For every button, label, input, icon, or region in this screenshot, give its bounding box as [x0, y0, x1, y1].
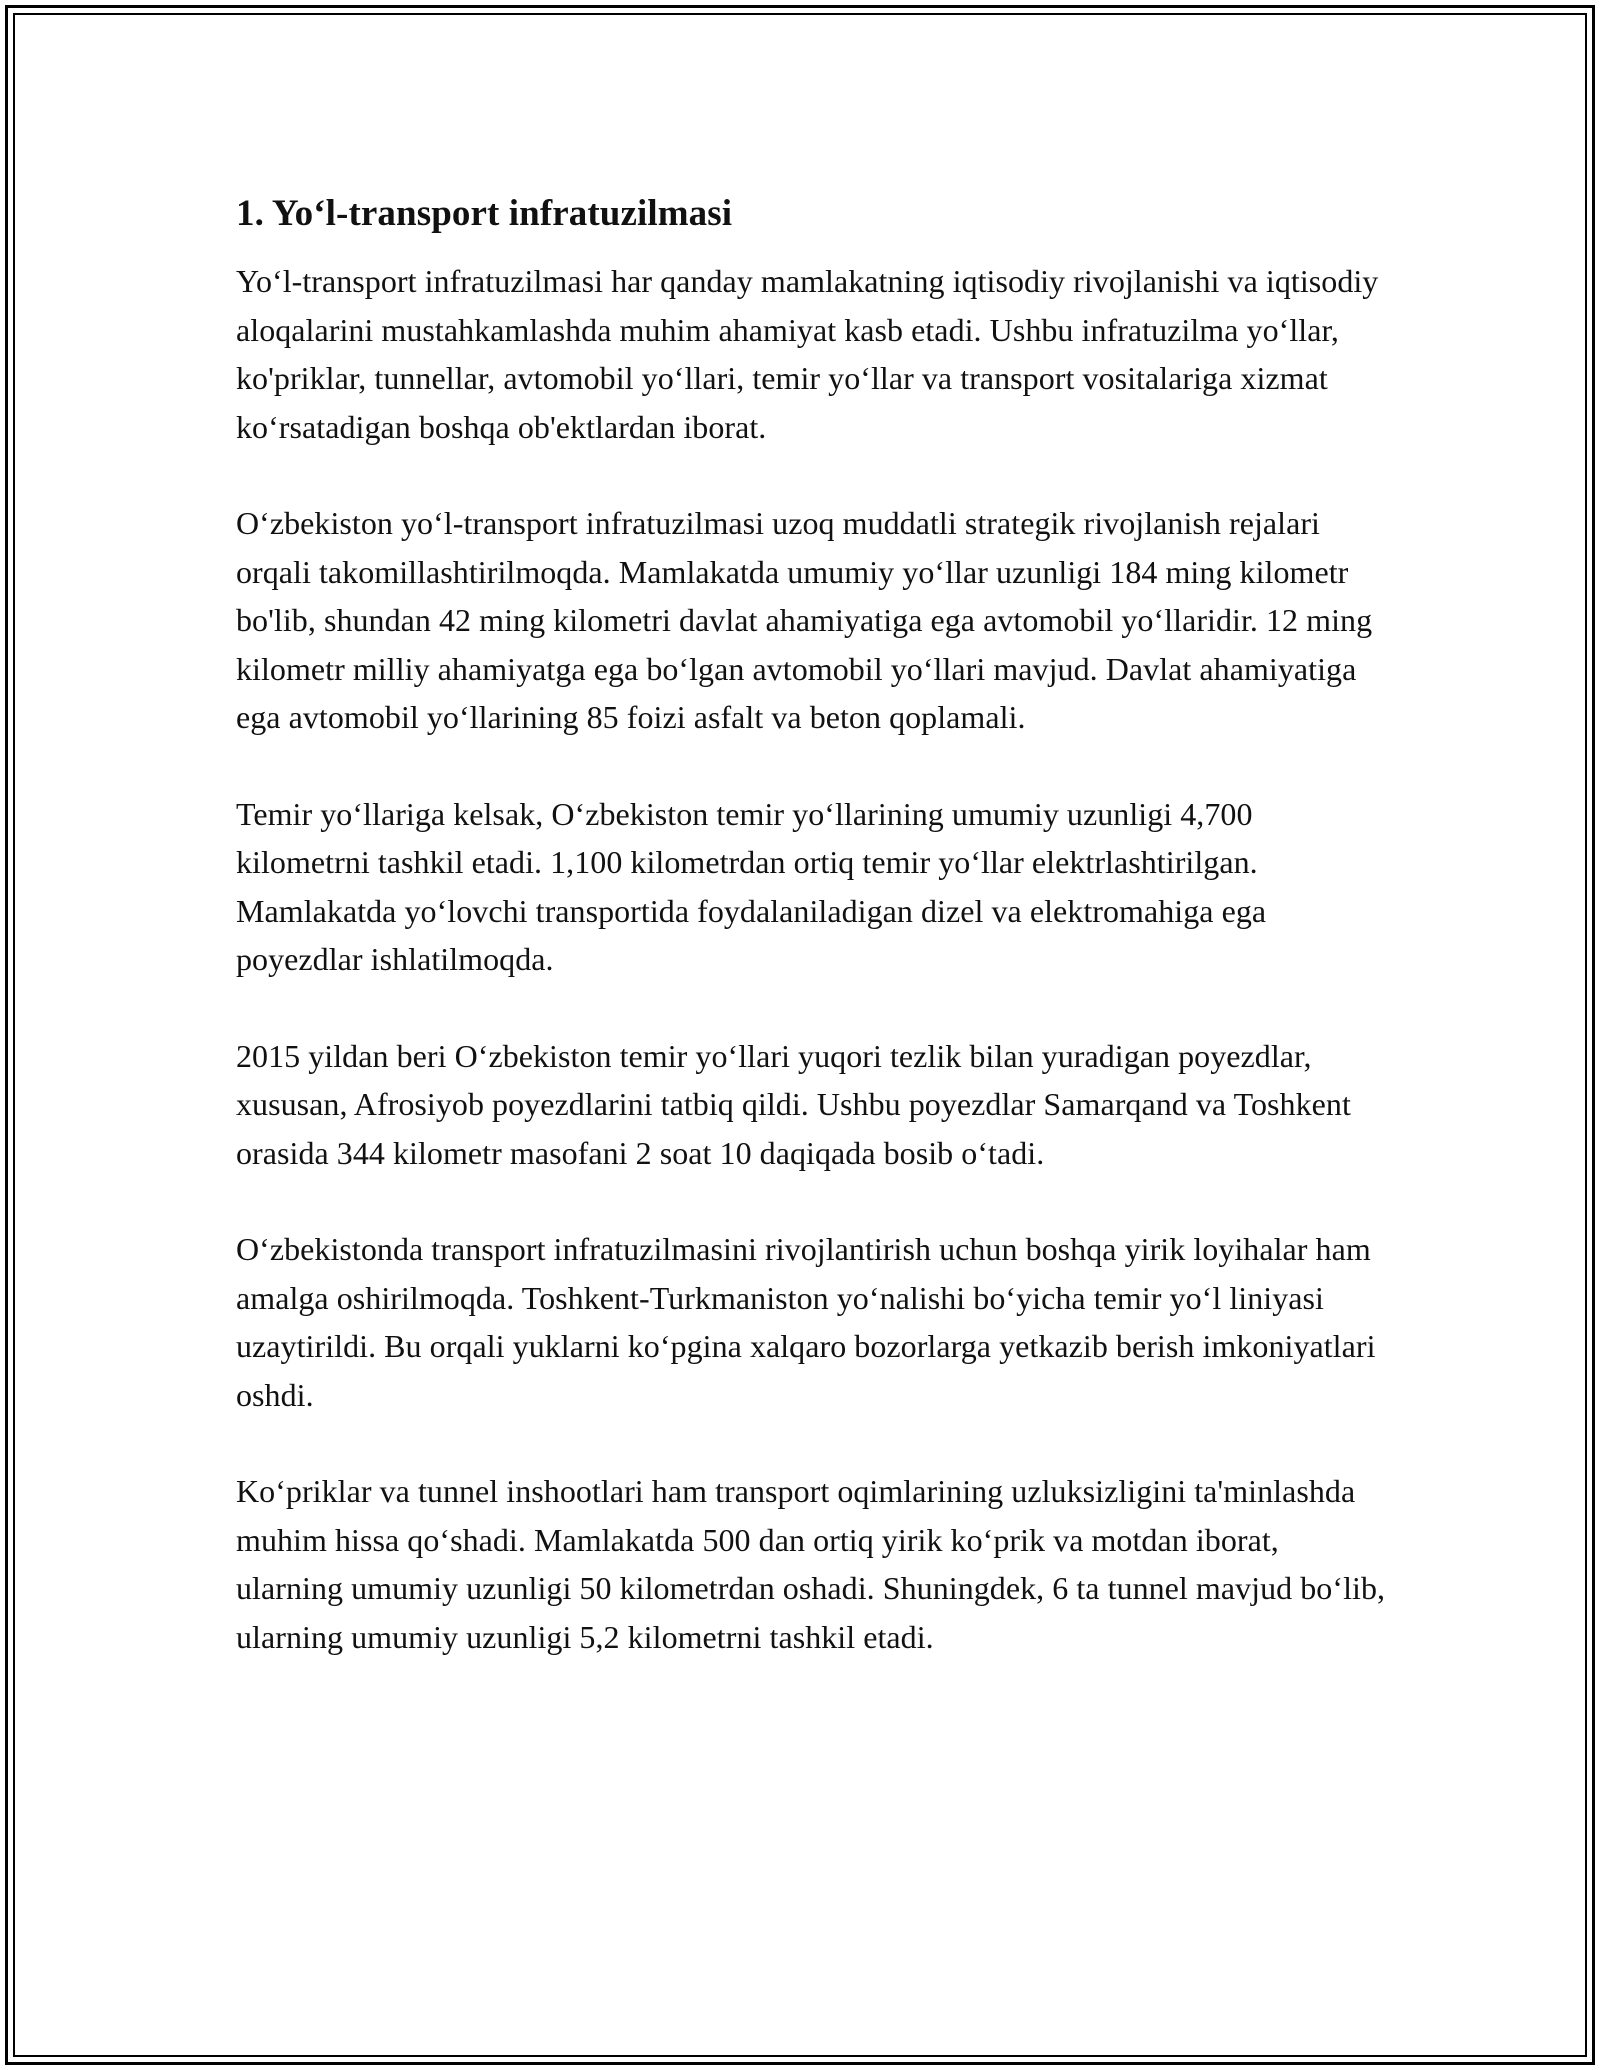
paragraph-major-projects: O‘zbekistonda transport infratuzilmasini rivojlantirish uchun boshqa yirik loyihalar ham amalga oshirilmoqda. Toshkent-Turkmaniston yo‘nalishi bo‘yicha temir yo‘l liniyasi uzaytirildi. Bu orqali yuklarni ko‘pgina xalqaro bozorlarga yetkazib berish imkoniyatlari oshdi.	[236, 1231, 1376, 1413]
section-heading: 1. Yo‘l-transport infratuzilmasi	[236, 193, 733, 234]
paragraph-bridges-tunnels: Ko‘priklar va tunnel inshootlari ham transport oqimlarining uzluksizligini ta'minlashda muhim hissa qo‘shadi. Mamlakatda 500 dan ortiq yirik ko‘prik va motdan iborat, ularning umumiy uzunligi 50 kilometrdan oshadi. Shuningdek, 6 ta tunnel mavjud bo‘lib, ularning umumiy uzunligi 5,2 kilometrni tashkil etadi.	[236, 1473, 1386, 1655]
paragraph-introduction: Yo‘l-transport infratuzilmasi har qanday mamlakatning iqtisodiy rivojlanishi va iqtisodiy aloqalarini mustahkamlashda muhim ahamiyat kasb etadi. Ushbu infratuzilma yo‘llar, ko'priklar, tunnellar, avtomobil yo‘llari, temir yo‘llar va transport vositalariga xizmat ko‘rsatadigan boshqa ob'ektlardan iborat.	[236, 263, 1379, 445]
document-body	[236, 188, 1386, 1661]
paragraph-high-speed-trains: 2015 yildan beri O‘zbekiston temir yo‘llari yuqori tezlik bilan yuradigan poyezdlar, xususan, Afrosiyob poyezdlarini tatbiq qildi. Ushbu poyezdlar Samarqand va Toshkent orasida 344 kilometr masofani 2 soat 10 daqiqada bosib o‘tadi.	[236, 1037, 1351, 1171]
paragraph-road-network: O‘zbekiston yo‘l-transport infratuzilmasi uzoq muddatli strategik rivojlanish rejalari orqali takomillashtirilmoqda. Mamlakatda umumiy yo‘llar uzunligi 184 ming kilometr bo'lib, shundan 42 ming kilometri davlat ahamiyatiga ega avtomobil yo‘llaridir. 12 ming kilometr milliy ahamiyatga ega bo‘lgan avtomobil yo‘llari mavjud. Davlat ahamiyatiga ega avtomobil yo‘llarining 85 foizi asfalt va beton qoplamali.	[236, 505, 1373, 735]
paragraph-railways: Temir yo‘llariga kelsak, O‘zbekiston temir yo‘llarining umumiy uzunligi 4,700 kilometrni tashkil etadi. 1,100 kilometrdan ortiq temir yo‘llar elektrlashtirilgan. Mamlakatda yo‘lovchi transportida foydalaniladigan dizel va elektromahiga ega poyezdlar ishlatilmoqda.	[236, 795, 1267, 977]
